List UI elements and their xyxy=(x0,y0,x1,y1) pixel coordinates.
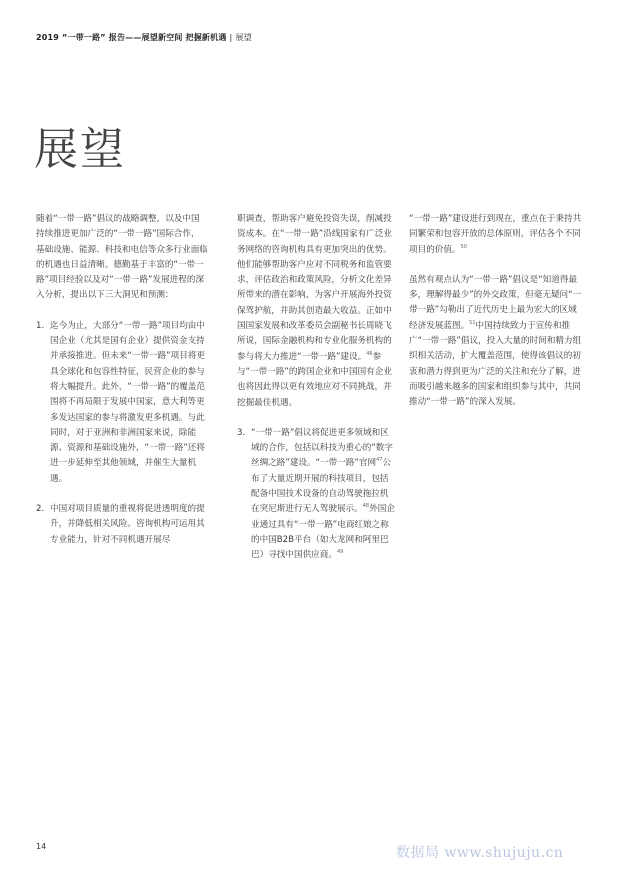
list-number: 3. xyxy=(237,427,246,438)
running-header xyxy=(36,32,252,43)
intro-paragraph: 随着“一带一路”倡议的战略调整，以及中国持续推进更加广泛的“一带一路”国际合作，基础设施、能源、科技和电信等众多行业面临的机遇也日益清晰。德勤基于丰富的“一带一路”项目经验以及对“一带一路”发展进程的深入分析，提出以下三大洞见和预测： xyxy=(36,214,208,301)
report-title: 2019 “一带一路” 报告——展望新空间 把握新机遇 xyxy=(36,33,227,42)
list-text: 迄今为止，大部分“一带一路”项目均由中国企业（尤其是国有企业）提供资金支持并承接推进。但未来“一带一路”项目将更具全球化和包容性特征，民营企业的参与将大幅提升。此外，“一带一路”的覆盖范围将不再局限于发展中国家，意大利等更多发达国家的参与将激发更多机遇。与此同时，对于亚洲和非洲国家来说，除能源、资源和基础设施外，“一带一路”还将进一步延伸至其他领域，并催生大量机遇。 xyxy=(50,320,205,484)
page-number: 14 xyxy=(36,842,47,851)
paragraph xyxy=(409,273,584,411)
page-title: 展望 xyxy=(34,124,126,175)
header-separator: | xyxy=(229,33,233,42)
header-section: 展望 xyxy=(235,33,252,42)
list-text: 公布了大量近期开展的科技项目，包括配备中国技术设备的自动驾驶拖拉机在突尼斯进行无人驾驶展示。 xyxy=(251,458,392,515)
continued-paragraph xyxy=(237,212,397,411)
watermark: 数据局 www.shujuju.cn xyxy=(396,845,564,861)
list-text: 外国企业通过具有“一带一路”电商红娘之称的中国B2B平台（如大龙网和阿里巴巴）寻找中国供应商。 xyxy=(251,504,395,561)
paragraph-text: 参与“一带一路”的跨国企业和中国国有企业也将因此得以更有效地应对不同挑战，并挖掘最佳机遇。 xyxy=(237,351,392,408)
list-item-2 xyxy=(36,502,208,548)
footnote-ref: 49 xyxy=(336,549,344,556)
column-1 xyxy=(36,212,208,548)
list-item-3 xyxy=(237,426,397,564)
paragraph-text: “一带一路”建设进行到现在，重点在于秉持共同繁荣和包容开放的总体原则，评估各个不同项目的价值。 xyxy=(409,214,582,255)
list-item-1 xyxy=(36,319,208,487)
column-3 xyxy=(409,212,584,411)
footnote-ref: 50 xyxy=(460,243,467,250)
column-2 xyxy=(237,212,397,564)
paragraph-text: 中国持续致力于宣传和推广“一带一路”倡议，投入大量的时间和精力组织相关活动，扩大覆盖范围，使得该倡议的初衷和潜力得到更为广泛的关注和充分了解，进而吸引越来越多的国家和组织参与其中，共同推动“一带一路”的深入发展。 xyxy=(409,320,582,408)
footnote-ref: 48 xyxy=(362,503,370,510)
footnote-ref: 46 xyxy=(366,350,373,357)
footnote-ref: 47 xyxy=(376,457,383,464)
list-number: 2. xyxy=(36,504,45,515)
paragraph xyxy=(409,212,584,258)
footnote-ref: 51 xyxy=(469,319,476,326)
list-number: 1. xyxy=(36,320,45,331)
paragraph-text: 虽然有观点认为“一带一路”倡议是“知道得最多，理解得最少”的外交政策，但毫无疑问“一带一路”勾勒出了近代历史上最为宏大的区域经济发展蓝图。 xyxy=(409,274,582,331)
list-text: 中国对项目质量的重视将促进透明度的提升，并降低相关风险。咨询机构可运用其专业能力，针对不同机遇开展尽 xyxy=(50,504,205,545)
paragraph-text: 职调查，帮助客户避免投资失误，削减投资成本。在“一带一路”沿线国家有广泛业务网络的咨询机构具有更加突出的优势。他们能够帮助客户应对不同税务和监管要求，评估政治和政策风险，分析文化差异所带来的潜在影响，为客户开展海外投资保驾护航，并助其创造最大收益。正如中国国家发展和改革委员会副秘书长周晓飞所说，国际金融机构和专业化服务机构的参与将大力推进“一带一路”建设。 xyxy=(237,214,392,362)
list-text: “一带一路”倡议将促进更多领域和区域的合作，包括以科技为重心的“数字丝绸之路”建设。“一带一路”官网 xyxy=(251,427,393,469)
